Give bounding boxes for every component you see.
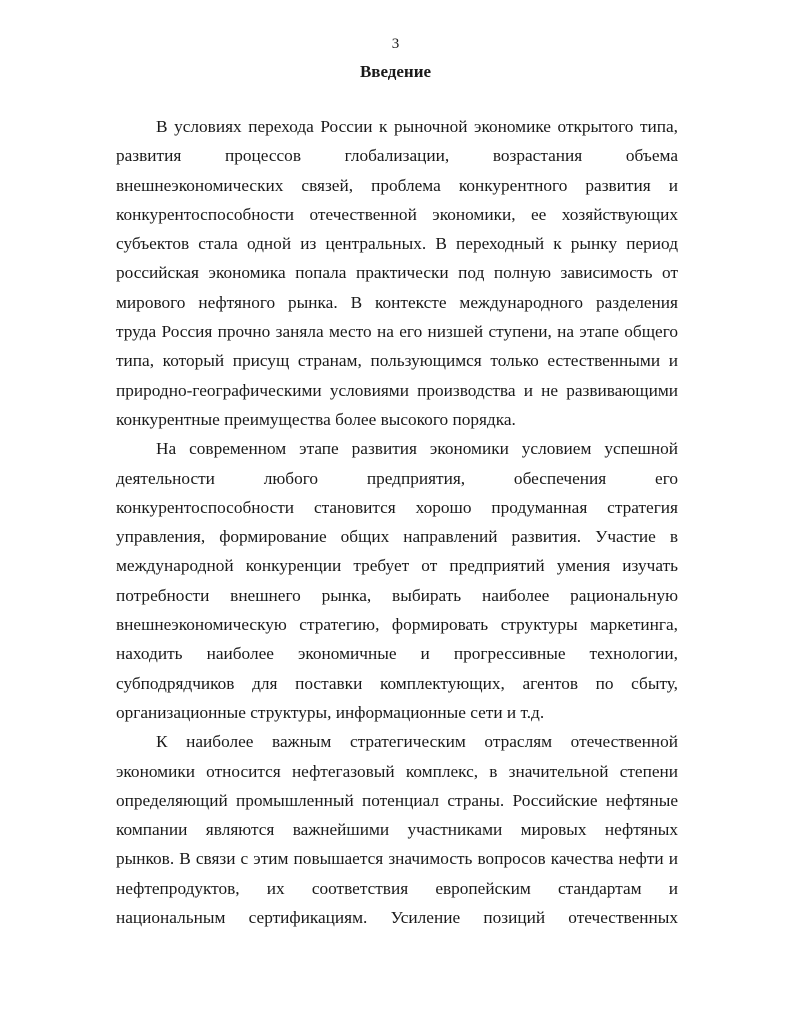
text-line: российская экономика попала практически под полную зависимость от	[116, 263, 678, 283]
text-line: национальным сертификациям. Усиление позиций отечественных	[116, 908, 678, 928]
text-line: мирового нефтяного рынка. В контексте международного разделения	[116, 292, 678, 312]
text-line: рынков. В связи с этим повышается значимость вопросов качества нефти и	[116, 849, 678, 869]
text-line: конкурентоспособности становится хорошо продуманная стратегия	[116, 497, 678, 517]
text-line: внешнеэкономическую стратегию, формировать структуры маркетинга,	[116, 615, 678, 635]
text-line: нефтепродуктов, их соответствия европейским стандартам и	[116, 878, 678, 898]
paragraph-1	[116, 112, 678, 434]
text-line: экономики относится нефтегазовый комплекс, в значительной степени	[116, 761, 678, 781]
text-line: определяющий промышленный потенциал страны. Российские нефтяные	[116, 790, 678, 810]
text-line: внешнеэкономических связей, проблема конкурентного развития и	[116, 175, 678, 195]
text-line: организационные структуры, информационные сети и т.д.	[116, 702, 545, 722]
text-line: потребности внешнего рынка, выбирать наиболее рациональную	[116, 585, 678, 605]
paragraph-2	[116, 434, 678, 727]
text-line: конкурентные преимущества более высокого порядка.	[116, 409, 516, 429]
paragraph-3	[116, 727, 678, 932]
section-title: Введение	[359, 62, 432, 81]
text-line: субподрядчиков для поставки комплектующих, агентов по сбыту,	[116, 673, 678, 693]
text-line: находить наиболее экономичные и прогрессивные технологии,	[116, 644, 678, 664]
body-text	[116, 112, 678, 932]
page-number: 3	[391, 36, 400, 52]
text-line: На современном этапе развития экономики условием успешной	[156, 439, 678, 459]
text-line: конкурентоспособности отечественной экономики, ее хозяйствующих	[116, 204, 678, 224]
text-line: К наиболее важным стратегическим отраслям отечественной	[156, 732, 678, 752]
text-line: природно-географическими условиями производства и не развивающими	[116, 380, 678, 400]
text-line: субъектов стала одной из центральных. В переходный к рынку период	[116, 234, 678, 254]
text-line: компании являются важнейшими участниками мировых нефтяных	[116, 820, 678, 840]
text-line: международной конкуренции требует от предприятий умения изучать	[116, 556, 678, 576]
text-line: труда Россия прочно заняла место на его низшей ступени, на этапе общего	[116, 322, 678, 342]
text-line: развития процессов глобализации, возрастания объема	[116, 146, 678, 166]
text-line: деятельности любого предприятия, обеспечения его	[116, 468, 678, 488]
text-line: типа, который присущ странам, пользующимся только естественными и	[116, 351, 678, 371]
text-line: управления, формирование общих направлений развития. Участие в	[116, 527, 678, 547]
text-line: В условиях перехода России к рыночной экономике открытого типа,	[156, 117, 678, 136]
